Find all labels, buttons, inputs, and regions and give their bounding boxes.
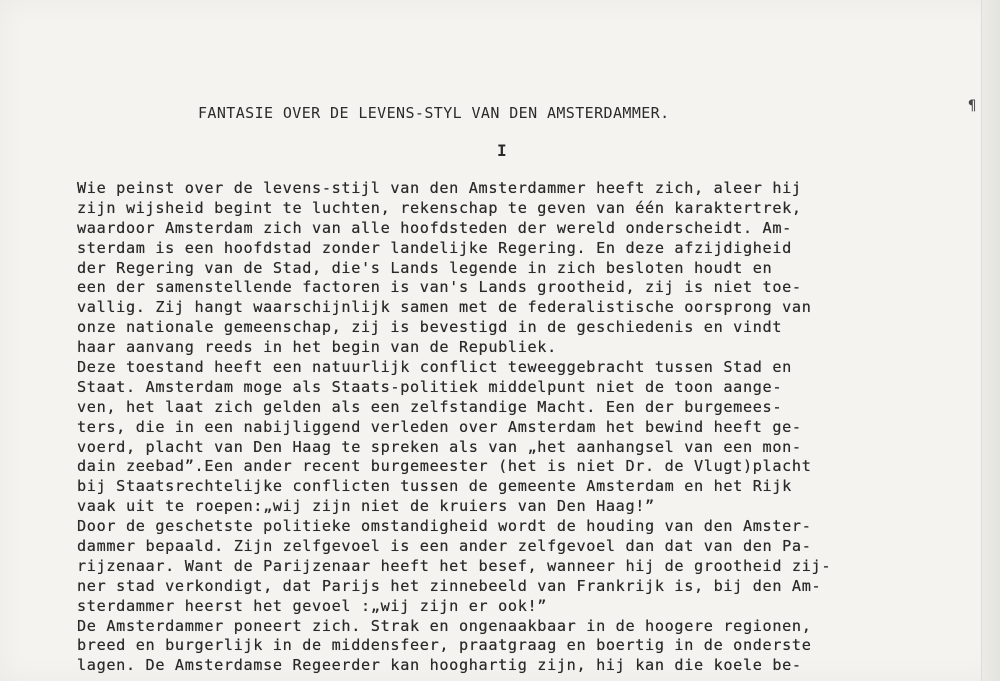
- text-line: vaak uit te roepen:„wij zijn niet de kruiers van Den Haag!”: [77, 497, 655, 516]
- text-line: ters, die in een nabijliggend verleden over Amsterdam het bewind heeft ge-: [77, 417, 802, 436]
- text-line: Staat. Amsterdam moge als Staats-politiek middelpunt niet de toon aange-: [77, 377, 783, 396]
- text-line: lagen. De Amsterdamse Regeerder kan hooghartig zijn, hij kan die koele be-: [77, 656, 802, 675]
- text-line: Deze toestand heeft een natuurlijk conflict teweeggebracht tussen Stad en: [77, 358, 792, 377]
- text-line: waardoor Amsterdam zich van alle hoofdsteden der wereld onderscheidt. Am-: [77, 218, 792, 237]
- text-line: zijn wijsheid begint te luchten, rekenschap te geven van één karaktertrek,: [77, 198, 802, 217]
- text-line: De Amsterdammer poneert zich. Strak en ongenaakbaar in de hoogere regionen,: [77, 616, 812, 635]
- text-line: voerd, placht van Den Haag te spreken als van „het aanhangsel van een mon-: [77, 437, 802, 456]
- text-line: een der samenstellende factoren is van's Lands grootheid, zij is niet toe-: [77, 278, 802, 297]
- text-line: Door de geschetste politieke omstandigheid wordt de houding van den Amster-: [77, 517, 812, 536]
- margin-mark: ¶: [968, 98, 977, 114]
- text-line: sterdammer heerst het gevoel :„wij zijn er ook!”: [77, 596, 548, 615]
- text-line: dammer bepaald. Zijn zelfgevoel is een ander zelfgevoel dan dat van den Pa-: [77, 537, 812, 556]
- body-text: [77, 179, 987, 676]
- text-line: Wie peinst over de levens-stijl van den Amsterdammer heeft zich, aleer hij: [77, 179, 802, 197]
- text-line: ner stad verkondigt, dat Parijs het zinnebeeld van Frankrijk is, bij den Am-: [77, 576, 822, 595]
- section-number: I: [497, 141, 507, 160]
- text-line: der Regering van de Stad, die's Lands legende in zich besloten houdt en: [77, 258, 773, 277]
- text-line: bij Staatsrechtelijke conflicten tussen de gemeente Amsterdam en het Rijk: [77, 477, 792, 496]
- text-line: dain zeebad”.Een ander recent burgemeester (het is niet Dr. de Vlugt)placht: [77, 457, 812, 476]
- text-line: haar aanvang reeds in het begin van de Republiek.: [77, 338, 557, 357]
- text-line: ven, het laat zich gelden als een zelfstandige Macht. Een der burgemees-: [77, 397, 783, 416]
- text-line: sterdam is een hoofdstad zonder landelijke Regering. En deze afzijdigheid: [77, 238, 792, 257]
- text-line: vallig. Zij hangt waarschijnlijk samen met de federalistische oorsprong van: [77, 298, 812, 317]
- text-line: onze nationale gemeenschap, zij is bevestigd in de geschiedenis en vindt: [77, 318, 783, 337]
- text-line: rijzenaar. Want de Parijzenaar heeft het besef, wanneer hij de grootheid zij-: [77, 556, 832, 575]
- document-title: FANTASIE OVER DE LEVENS-STYL VAN DEN AMSTERDAMMER.: [198, 104, 670, 122]
- text-line: breed en burgerlijk in de middensfeer, praatgraag en boertig in de onderste: [77, 636, 812, 655]
